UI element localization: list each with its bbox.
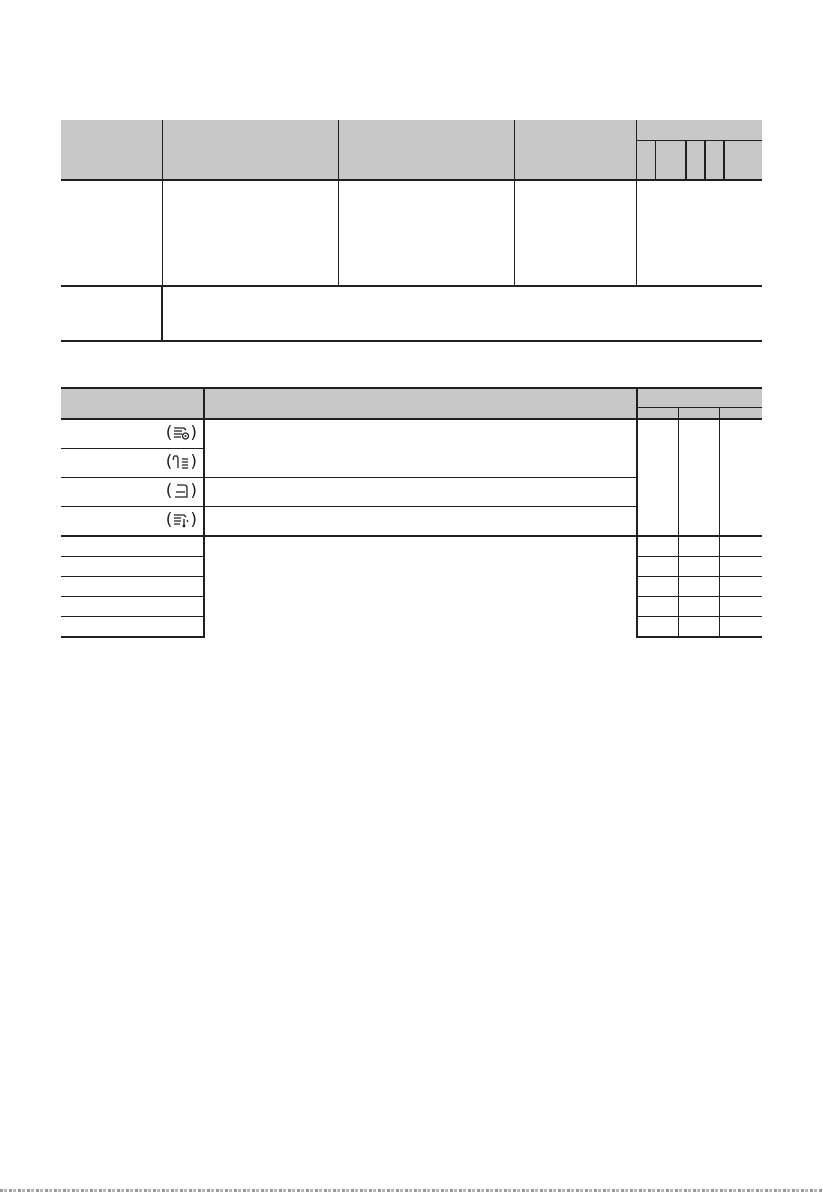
table-cell — [514, 180, 636, 286]
value-cell — [678, 577, 719, 597]
value-cell — [678, 419, 719, 536]
option-name-cell — [61, 597, 204, 617]
table-header-row — [61, 388, 762, 408]
description-cell — [204, 478, 637, 507]
option-name-cell — [61, 617, 204, 638]
value-cell — [719, 597, 762, 617]
subheader-cell-1 — [637, 408, 678, 420]
value-cell — [637, 577, 678, 597]
header-cell-programme — [61, 388, 204, 419]
value-cell — [719, 557, 762, 577]
programme-name-cell — [61, 478, 204, 507]
header-cell-2 — [162, 120, 338, 180]
header-cell-1 — [61, 120, 162, 180]
header-cell-3 — [338, 120, 514, 180]
programme-name-cell — [61, 507, 204, 537]
table-row — [61, 419, 762, 449]
subheader-cell-2 — [678, 408, 719, 420]
description-cell — [204, 419, 637, 478]
subheader-cell-3 — [719, 408, 762, 420]
header-group-cell — [636, 120, 762, 141]
subheader-cell-2 — [655, 141, 686, 181]
description-cell — [204, 536, 637, 637]
value-cell — [637, 419, 678, 536]
programme-name-cell — [61, 419, 204, 449]
iron-icon: ( ) — [165, 481, 197, 501]
table-row — [61, 536, 762, 557]
subheader-cell-1 — [636, 141, 655, 181]
table-row — [61, 180, 762, 286]
option-name-cell — [61, 557, 204, 577]
value-cell — [719, 419, 762, 536]
value-cell — [637, 536, 678, 557]
option-name-cell — [61, 577, 204, 597]
value-cell — [678, 536, 719, 557]
value-cell — [719, 536, 762, 557]
programme-table — [61, 120, 762, 342]
subheader-cell-4 — [705, 141, 724, 181]
value-cell — [637, 597, 678, 617]
table-cell — [61, 180, 162, 286]
value-cell — [719, 577, 762, 597]
option-name-cell — [61, 536, 204, 557]
value-cell — [678, 617, 719, 638]
note-row — [61, 286, 762, 341]
table-cell — [636, 180, 762, 286]
value-cell — [719, 617, 762, 638]
subheader-cell-3 — [686, 141, 705, 181]
value-cell — [637, 617, 678, 638]
value-cell — [678, 597, 719, 617]
steam-refresh-icon: ( ) — [165, 423, 197, 443]
note-label-cell — [61, 286, 162, 341]
shirt-icon: ( ) — [165, 452, 197, 472]
subheader-cell-5 — [724, 141, 762, 181]
header-cell-4 — [514, 120, 636, 180]
header-group-cell — [637, 388, 762, 408]
options-table — [61, 387, 762, 638]
steam-hygiene-icon: ( ) — [165, 510, 197, 530]
table-header-row — [61, 120, 762, 141]
note-text-cell — [162, 286, 762, 341]
value-cell — [637, 557, 678, 577]
value-cell — [678, 557, 719, 577]
programme-name-cell — [61, 449, 204, 478]
table-cell — [338, 180, 514, 286]
header-cell-description — [204, 388, 637, 419]
table-cell — [162, 180, 338, 286]
description-cell — [204, 507, 637, 537]
